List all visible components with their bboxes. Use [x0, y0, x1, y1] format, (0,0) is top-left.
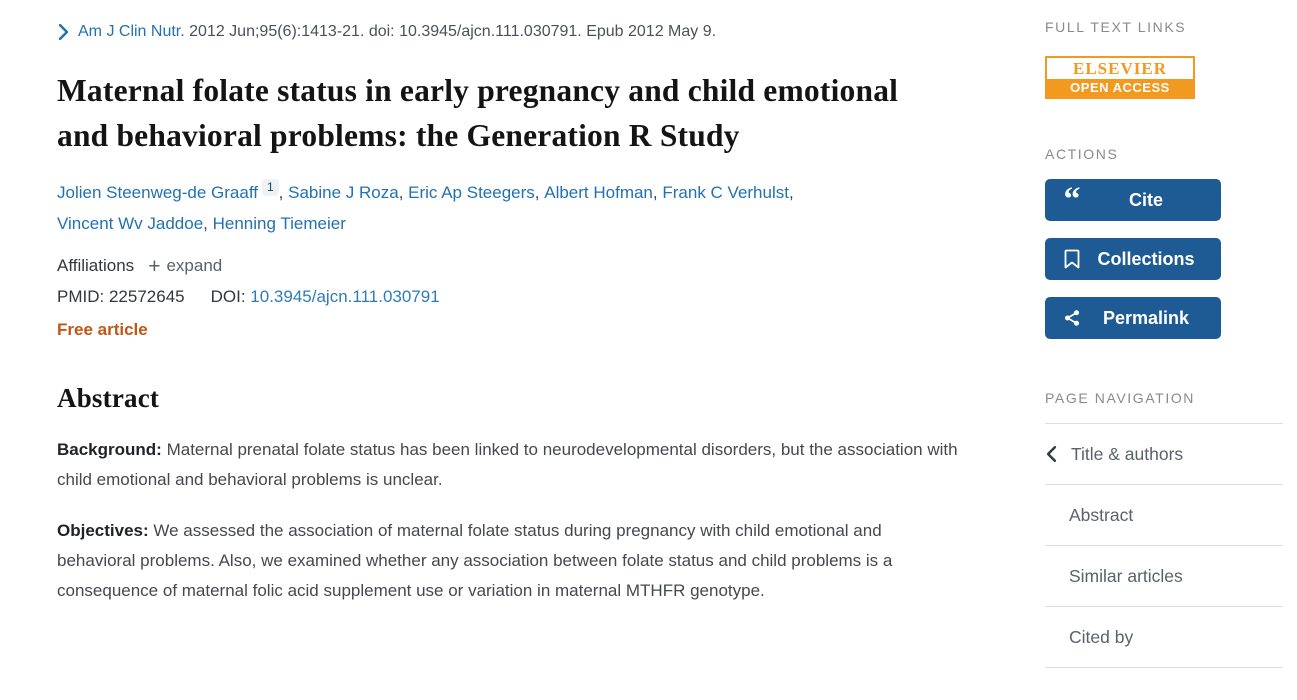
author-link[interactable]: Jolien Steenweg-de Graaff [57, 183, 258, 202]
nav-item-title-authors[interactable]: Title & authors [1045, 424, 1283, 485]
expand-affiliations-button[interactable] [148, 256, 222, 276]
author-link[interactable]: Eric Ap Steegers [408, 183, 535, 202]
permalink-button[interactable]: Permalink [1045, 297, 1221, 339]
page-navigation-list [1045, 423, 1283, 668]
author [408, 183, 544, 202]
abstract-heading: Abstract [57, 383, 160, 413]
elsevier-full-text-link[interactable] [1045, 56, 1195, 99]
expand-label: expand [166, 256, 223, 275]
quote-icon [1059, 192, 1085, 208]
chevron-right-icon[interactable] [57, 24, 70, 40]
page-title: Maternal folate status in early pregnancy and child emotional and behavioral problems: the Generation R Study [57, 73, 899, 153]
section-label: Objectives: [57, 521, 149, 540]
journal-link[interactable]: Am J Clin Nutr [78, 23, 181, 40]
author [213, 214, 346, 233]
author [662, 183, 793, 202]
citation-details: . 2012 Jun;95(6):1413-21. doi: 10.3945/ajcn.111.030791. Epub 2012 May 9. [180, 23, 717, 40]
article-main-column [57, 0, 967, 606]
affiliation-superscript[interactable]: 1 [262, 179, 279, 196]
abstract-objectives-paragraph [57, 516, 962, 606]
page-navigation-label: PAGE NAVIGATION [1045, 390, 1196, 406]
actions-label: ACTIONS [1045, 146, 1119, 162]
affiliations-label: Affiliations [57, 256, 135, 275]
abstract-background-paragraph [57, 435, 962, 495]
author-link[interactable]: Henning Tiemeier [212, 214, 346, 233]
section-text: We assessed the association of maternal folate status during pregnancy with child emotional and behavioral problems. Also, we examined whether any association between folate status and child problems is a consequence of maternal folic acid supplement use or variation in maternal MTHFR genotype. [57, 521, 893, 600]
section-label: Background: [57, 440, 162, 459]
cite-button[interactable]: “ Cite [1045, 179, 1221, 221]
author-link[interactable]: Frank C Verhulst [662, 183, 789, 202]
right-sidebar [1045, 0, 1283, 668]
author-link[interactable]: Vincent Wv Jaddoe [57, 214, 204, 233]
doi-link[interactable]: 10.3945/ajcn.111.030791 [250, 287, 440, 306]
actions-section [1045, 146, 1283, 339]
chevron-left-icon [1045, 445, 1058, 463]
author [544, 183, 662, 202]
identifiers-row [57, 287, 967, 307]
author-link[interactable]: Albert Hofman [544, 183, 653, 202]
page-navigation-section [1045, 390, 1283, 668]
share-icon [1059, 309, 1085, 327]
elsevier-logo: ELSEVIER [1073, 59, 1167, 78]
plus-icon [148, 258, 160, 275]
nav-item-abstract[interactable]: Abstract [1045, 485, 1283, 546]
open-access-banner: OPEN ACCESS [1047, 79, 1193, 97]
author-link[interactable]: Sabine J Roza [288, 183, 399, 202]
full-text-links-label: FULL TEXT LINKS [1045, 19, 1187, 35]
author [57, 180, 288, 202]
pmid: PMID: 22572645 [57, 287, 185, 306]
author-list [57, 177, 917, 239]
author [288, 183, 408, 202]
author [57, 214, 213, 233]
collections-button[interactable]: Collections [1045, 238, 1221, 280]
nav-item-similar-articles[interactable]: Similar articles [1045, 546, 1283, 607]
free-article-badge: Free article [57, 320, 148, 339]
doi: DOI: 10.3945/ajcn.111.030791 [210, 287, 440, 306]
section-text: Maternal prenatal folate status has been linked to neurodevelopmental disorders, but the association with child emotional and behavioral problems is unclear. [57, 440, 958, 489]
journal-citation [57, 23, 967, 41]
affiliations-row [57, 256, 967, 276]
nav-item-cited-by[interactable]: Cited by [1045, 607, 1283, 668]
bookmark-icon [1059, 249, 1085, 269]
